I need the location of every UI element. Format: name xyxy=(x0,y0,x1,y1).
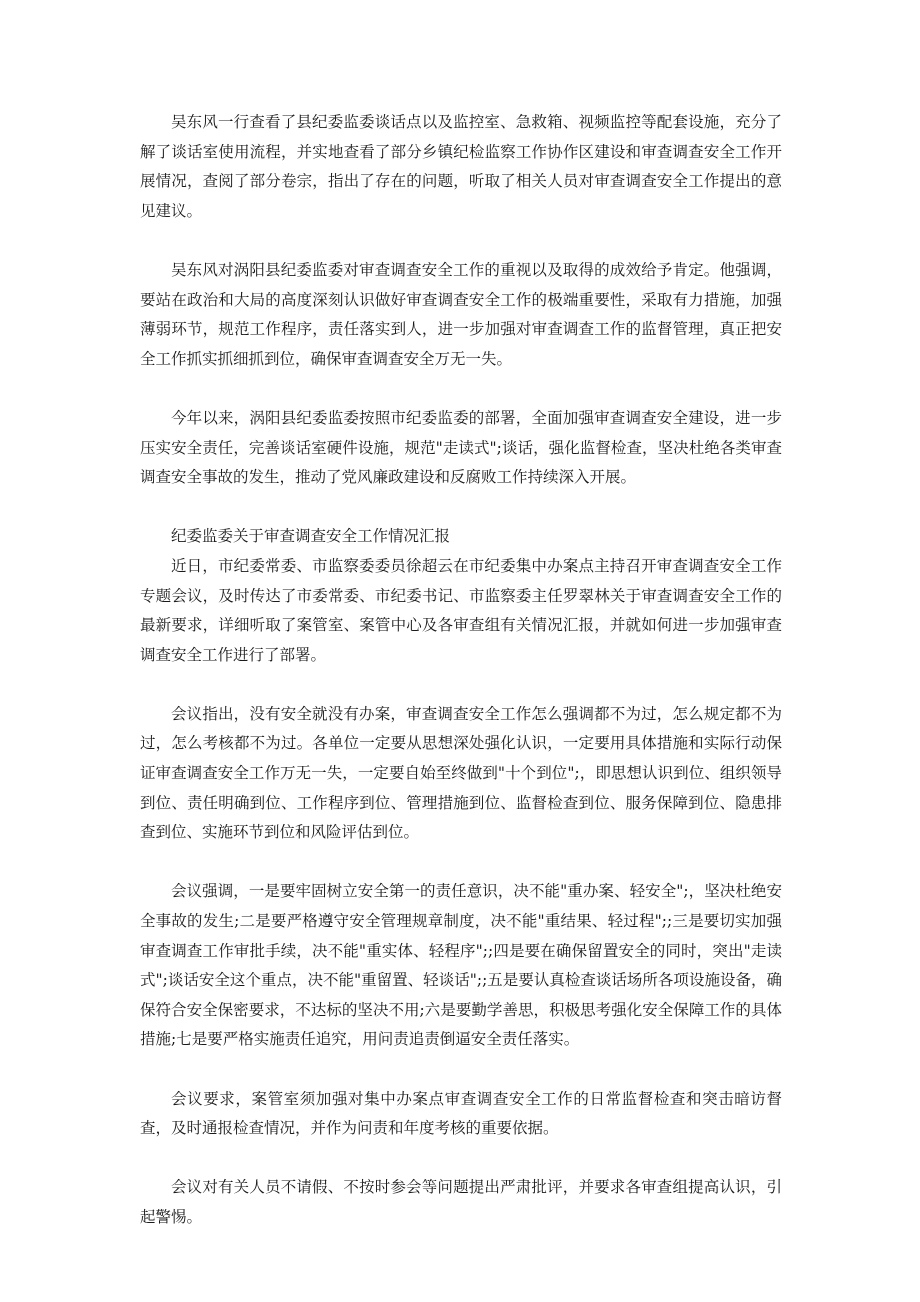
paragraph-meeting-intro: 近日，市纪委常委、市监察委委员徐超云在市纪委集中办案点主持召开审查调查安全工作专题会议，及时传达了市委常委、市纪委书记、市监察委主任罗翠林关于审查调查安全工作的最新要求，详细听取了案管室、案管中心及各审查组有关情况汇报，并就如何进一步加强审查调查安全工作进行了部署。 xyxy=(140,556,782,664)
document-body xyxy=(140,108,782,1262)
paragraph-meeting-pointed-out: 会议指出，没有安全就没有办案，审查调查安全工作怎么强调都不为过，怎么规定都不为过，怎么考核都不为过。各单位一定要从思想深处强化认识，一定要用具体措施和实际行动保证审查调查安全工作万无一失，一定要自始至终做到"十个到位";，即思想认识到位、组织领导到位、责任明确到位、工作程序到位、管理措施到位、监督检查到位、服务保障到位、隐患排查到位、实施环节到位和风险评估到位。 xyxy=(140,704,782,842)
paragraph-meeting-required: 会议要求，案管室须加强对集中办案点审查调查安全工作的日常监督检查和突击暗访督查，及时通报检查情况，并作为问责和年度考核的重要依据。 xyxy=(140,1089,782,1138)
paragraph-inspection: 吴东风一行查看了县纪委监委谈话点以及监控室、急救箱、视频监控等配套设施，充分了解了谈话室使用流程，并实地查看了部分乡镇纪检监察工作协作区建设和审查调查安全工作开展情况，查阅了部分卷宗，指出了存在的问题，听取了相关人员对审查调查安全工作提出的意见建议。 xyxy=(140,113,782,220)
paragraph-meeting-criticism: 会议对有关人员不请假、不按时参会等问题提出严肃批评，并要求各审查组提高认识，引起警惕。 xyxy=(140,1178,782,1226)
report-heading: 纪委监委关于审查调查安全工作情况汇报 xyxy=(171,527,451,546)
paragraph-this-year: 今年以来，涡阳县纪委监委按照市纪委监委的部署，全面加强审查调查安全建设，进一步压实安全责任，完善谈话室硬件设施，规范"走读式";谈话，强化监督检查，坚决杜绝各类审查调查安全事故的发生，推动了党风廉政建设和反腐败工作持续深入开展。 xyxy=(140,408,782,487)
paragraph-affirmation: 吴东风对涡阳县纪委监委对审查调查安全工作的重视以及取得的成效给予肯定。他强调，要站在政治和大局的高度深刻认识做好审查调查安全工作的极端重要性，采取有力措施，加强薄弱环节，规范工作程序，责任落实到人，进一步加强对审查调查工作的监督管理，真正把安全工作抓实抓细抓到位，确保审查调查安全万无一失。 xyxy=(140,260,782,368)
paragraph-meeting-emphasized: 会议强调，一是要牢固树立安全第一的责任意识，决不能"重办案、轻安全";，坚决杜绝安全事故的发生;二是要严格遵守安全管理规章制度，决不能"重结果、轻过程";;三是要切实加强审查调查工作审批手续，决不能"重实体、轻程序";;四是要在确保留置安全的同时，突出"走读式";谈话安全这个重点，决不能"重留置、轻谈话";;五是要认真检查谈话场所各项设施设备，确保符合安全保密要求，不达标的坚决不用;六是要勤学善思，积极思考强化安全保障工作的具体措施;七是要严格实施责任追究，用问责追责倒逼安全责任落实。 xyxy=(140,882,782,1049)
